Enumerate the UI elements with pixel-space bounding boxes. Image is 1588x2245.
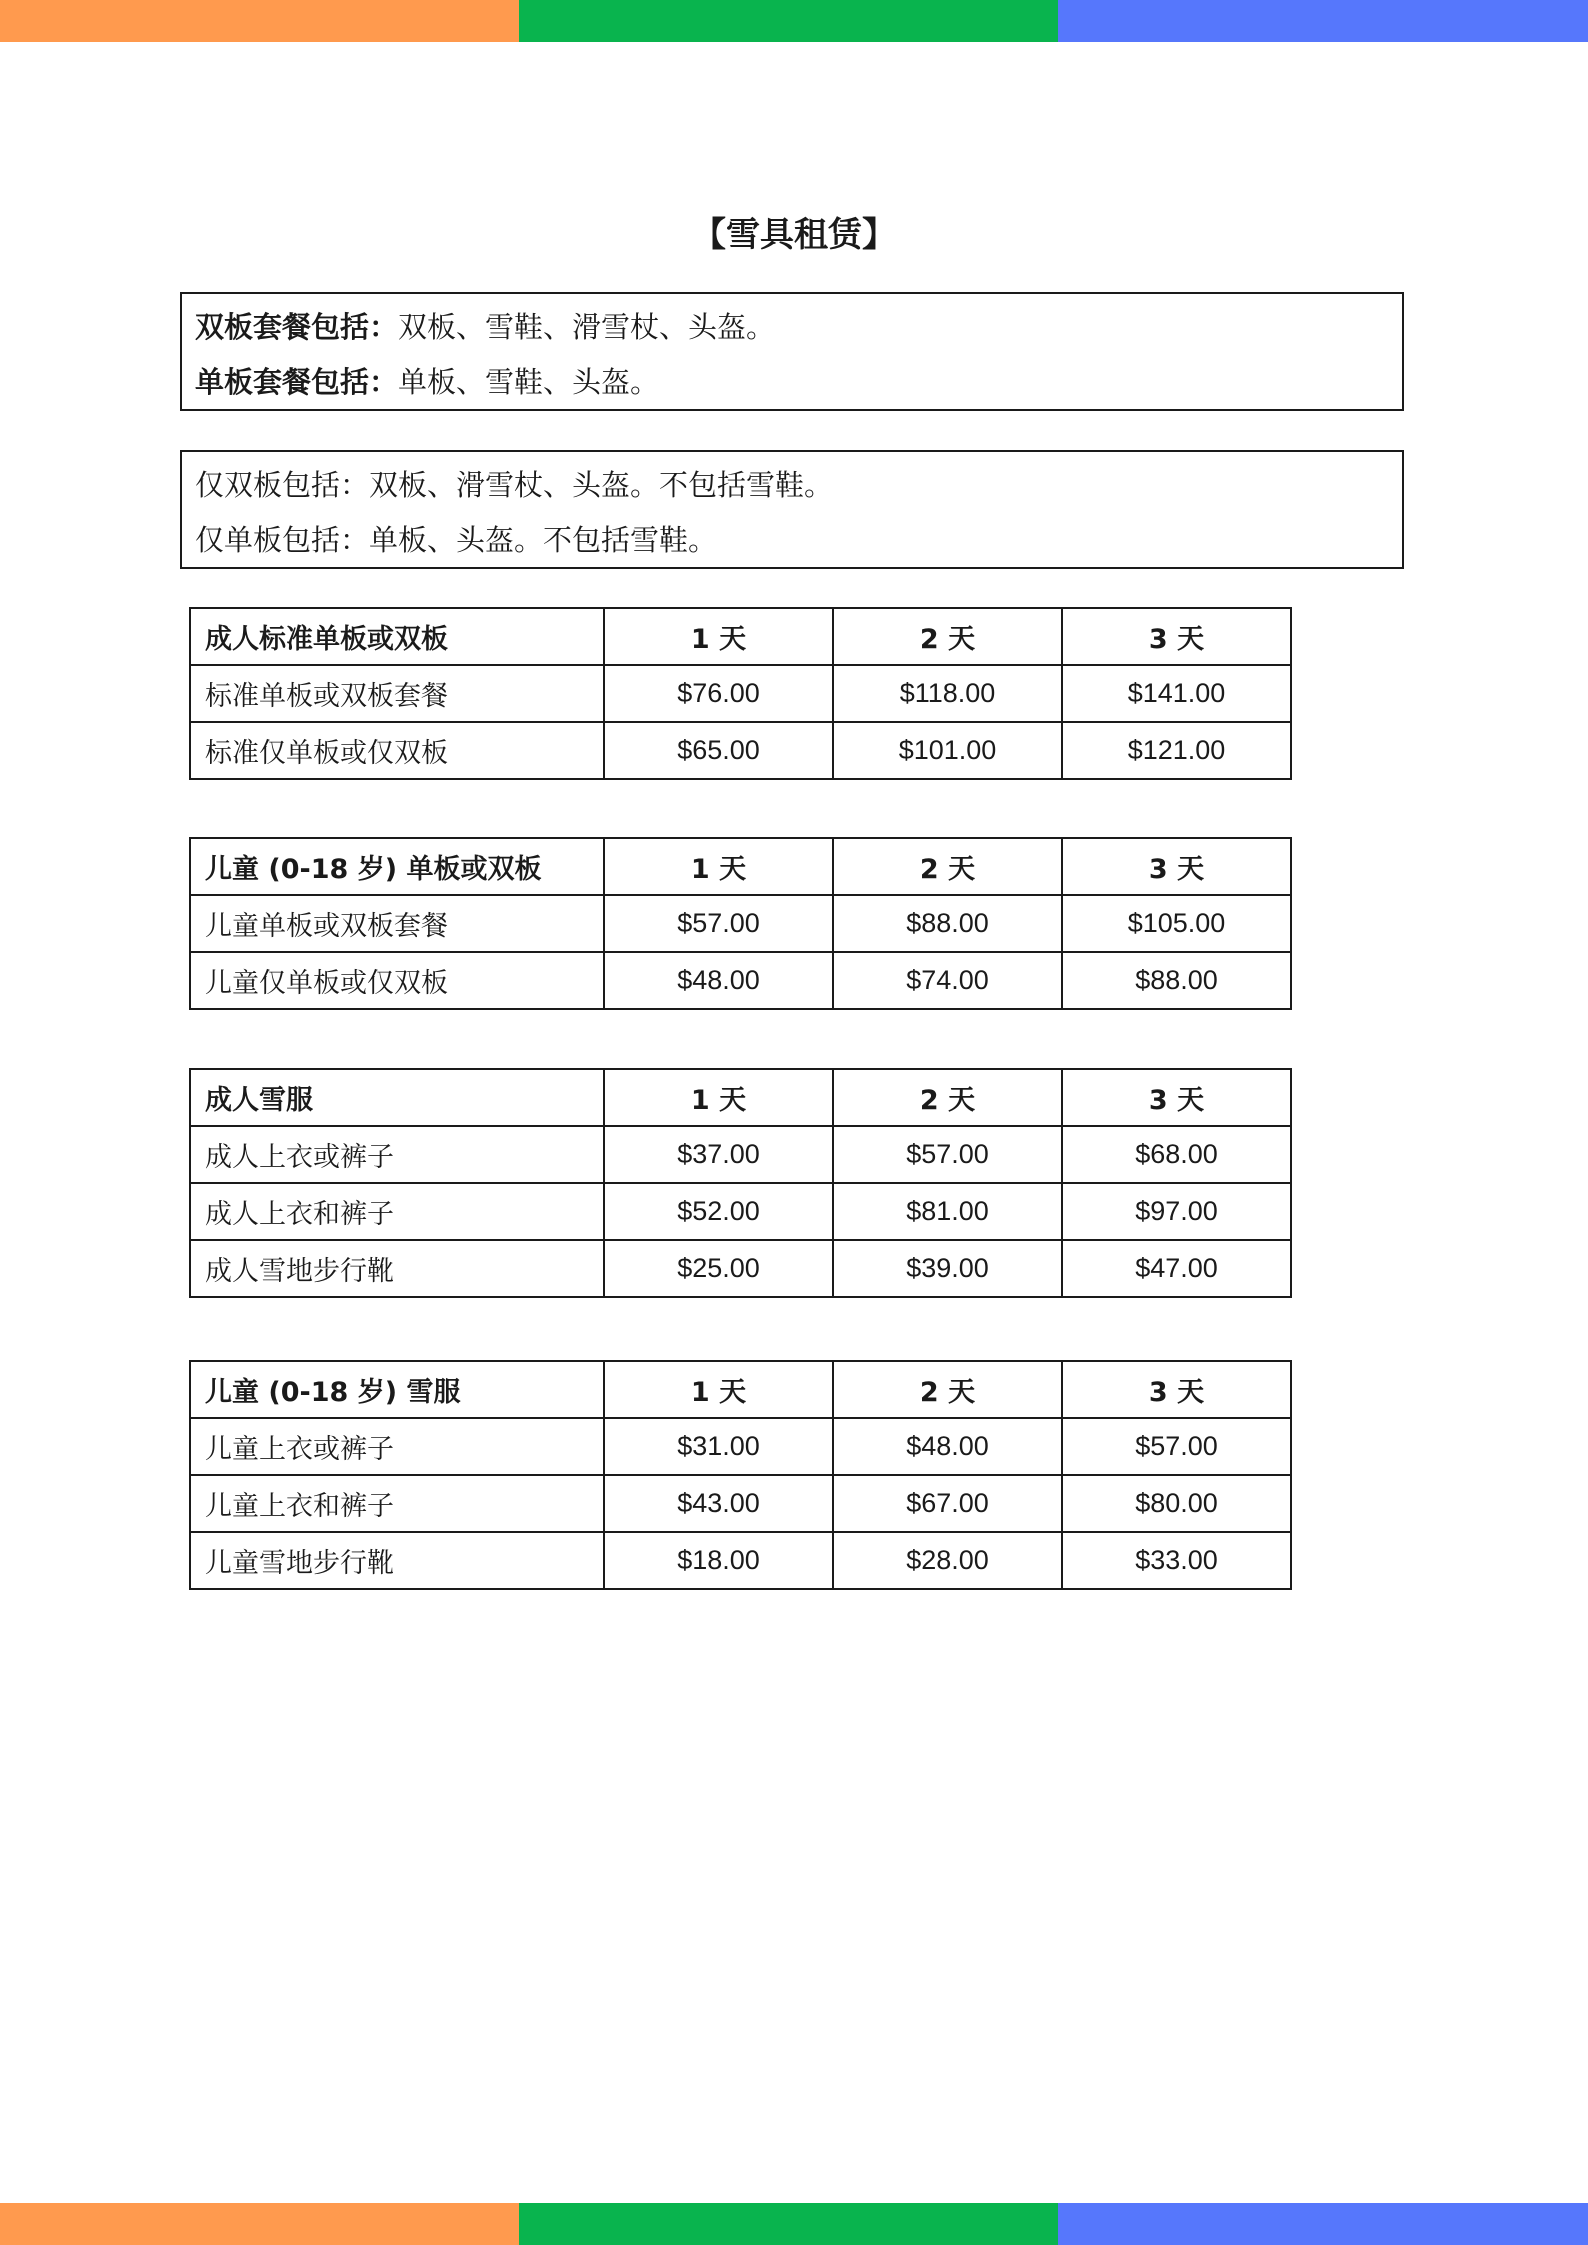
table-row xyxy=(190,952,1291,1009)
day-column-header: 1 天 xyxy=(604,608,833,665)
stripe-orange-segment xyxy=(0,0,519,42)
stripe-green-segment xyxy=(519,2203,1058,2245)
stripe-green-segment xyxy=(519,0,1058,42)
table-header-row xyxy=(190,838,1291,895)
item-name-cell: 标准单板或双板套餐 xyxy=(190,665,604,722)
price-table-child-snowwear xyxy=(189,1360,1292,1590)
info-text: 仅单板包括：单板、头盔。不包括雪鞋。 xyxy=(195,523,718,557)
table-row xyxy=(190,1532,1291,1589)
day-column-header: 1 天 xyxy=(604,1069,833,1126)
info-label: 双板套餐包括： xyxy=(195,310,399,344)
price-cell: $80.00 xyxy=(1062,1475,1291,1532)
price-cell: $67.00 xyxy=(833,1475,1062,1532)
price-cell: $28.00 xyxy=(833,1532,1062,1589)
price-cell: $88.00 xyxy=(833,895,1062,952)
table-row xyxy=(190,1126,1291,1183)
info-text: 单板、雪鞋、头盔。 xyxy=(398,365,660,399)
price-cell: $57.00 xyxy=(833,1126,1062,1183)
info-line xyxy=(195,300,1389,355)
table-row xyxy=(190,722,1291,779)
day-column-header: 2 天 xyxy=(833,838,1062,895)
price-cell: $65.00 xyxy=(604,722,833,779)
item-name-cell: 儿童仅单板或仅双板 xyxy=(190,952,604,1009)
day-column-header: 3 天 xyxy=(1062,1069,1291,1126)
page-title: 【雪具租赁】 xyxy=(692,215,896,255)
price-cell: $101.00 xyxy=(833,722,1062,779)
price-cell: $118.00 xyxy=(833,665,1062,722)
price-cell: $31.00 xyxy=(604,1418,833,1475)
item-name-cell: 儿童雪地步行靴 xyxy=(190,1532,604,1589)
day-column-header: 3 天 xyxy=(1062,838,1291,895)
info-text: 仅双板包括：双板、滑雪杖、头盔。不包括雪鞋。 xyxy=(195,468,834,502)
price-cell: $76.00 xyxy=(604,665,833,722)
table-row xyxy=(190,665,1291,722)
item-name-cell: 儿童上衣和裤子 xyxy=(190,1475,604,1532)
price-cell: $74.00 xyxy=(833,952,1062,1009)
info-line xyxy=(195,458,1389,513)
table-row xyxy=(190,1418,1291,1475)
price-cell: $57.00 xyxy=(1062,1418,1291,1475)
table-category-header: 儿童 (0-18 岁) 单板或双板 xyxy=(190,838,604,895)
table-category-header: 成人标准单板或双板 xyxy=(190,608,604,665)
item-name-cell: 标准仅单板或仅双板 xyxy=(190,722,604,779)
price-cell: $57.00 xyxy=(604,895,833,952)
table-category-header: 成人雪服 xyxy=(190,1069,604,1126)
stripe-blue-segment xyxy=(1058,2203,1588,2245)
price-cell: $47.00 xyxy=(1062,1240,1291,1297)
package-includes-box xyxy=(180,292,1404,411)
price-cell: $43.00 xyxy=(604,1475,833,1532)
info-text: 双板、雪鞋、滑雪杖、头盔。 xyxy=(398,310,776,344)
price-cell: $68.00 xyxy=(1062,1126,1291,1183)
item-name-cell: 儿童单板或双板套餐 xyxy=(190,895,604,952)
board-only-box xyxy=(180,450,1404,569)
table-row xyxy=(190,895,1291,952)
day-column-header: 2 天 xyxy=(833,1361,1062,1418)
table-row xyxy=(190,1183,1291,1240)
price-table-child-boards xyxy=(189,837,1292,1010)
day-column-header: 3 天 xyxy=(1062,608,1291,665)
price-cell: $48.00 xyxy=(604,952,833,1009)
price-cell: $25.00 xyxy=(604,1240,833,1297)
info-line xyxy=(195,513,1389,568)
day-column-header: 1 天 xyxy=(604,838,833,895)
day-column-header: 1 天 xyxy=(604,1361,833,1418)
info-line xyxy=(195,355,1389,410)
price-cell: $97.00 xyxy=(1062,1183,1291,1240)
price-cell: $18.00 xyxy=(604,1532,833,1589)
table-row xyxy=(190,1240,1291,1297)
price-cell: $105.00 xyxy=(1062,895,1291,952)
top-color-stripe xyxy=(0,0,1588,42)
day-column-header: 2 天 xyxy=(833,608,1062,665)
price-cell: $48.00 xyxy=(833,1418,1062,1475)
info-label: 单板套餐包括： xyxy=(195,365,399,399)
day-column-header: 3 天 xyxy=(1062,1361,1291,1418)
price-cell: $37.00 xyxy=(604,1126,833,1183)
table-row xyxy=(190,1475,1291,1532)
price-cell: $33.00 xyxy=(1062,1532,1291,1589)
stripe-orange-segment xyxy=(0,2203,519,2245)
bottom-color-stripe xyxy=(0,2203,1588,2245)
day-column-header: 2 天 xyxy=(833,1069,1062,1126)
stripe-blue-segment xyxy=(1058,0,1588,42)
price-table-adult-boards xyxy=(189,607,1292,780)
item-name-cell: 成人雪地步行靴 xyxy=(190,1240,604,1297)
price-cell: $141.00 xyxy=(1062,665,1291,722)
item-name-cell: 成人上衣或裤子 xyxy=(190,1126,604,1183)
table-header-row xyxy=(190,608,1291,665)
table-header-row xyxy=(190,1361,1291,1418)
price-cell: $52.00 xyxy=(604,1183,833,1240)
table-header-row xyxy=(190,1069,1291,1126)
price-cell: $88.00 xyxy=(1062,952,1291,1009)
item-name-cell: 儿童上衣或裤子 xyxy=(190,1418,604,1475)
item-name-cell: 成人上衣和裤子 xyxy=(190,1183,604,1240)
price-cell: $81.00 xyxy=(833,1183,1062,1240)
price-cell: $121.00 xyxy=(1062,722,1291,779)
price-table-adult-snowwear xyxy=(189,1068,1292,1298)
table-category-header: 儿童 (0-18 岁) 雪服 xyxy=(190,1361,604,1418)
price-cell: $39.00 xyxy=(833,1240,1062,1297)
